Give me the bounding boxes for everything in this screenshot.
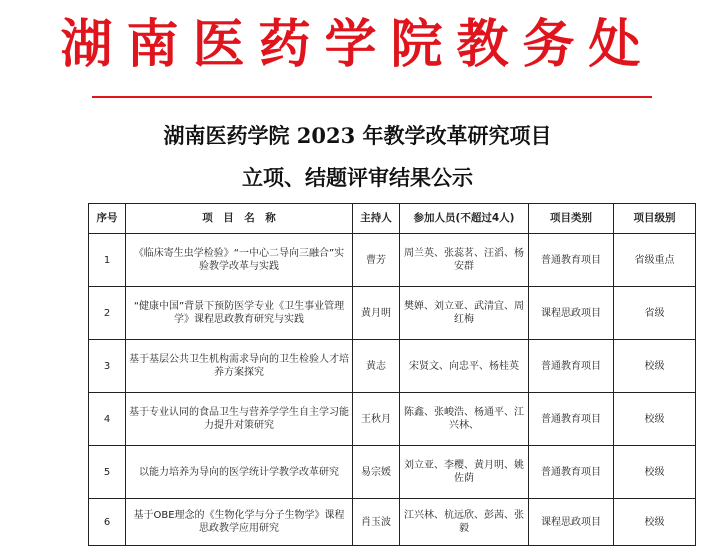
cell-project-name: 《临床寄生虫学检验》“一中心二导向三融合”实验教学改革与实践	[126, 234, 353, 287]
cell-level: 校级	[614, 340, 696, 393]
results-table	[88, 203, 696, 546]
cell-leader: 黄月明	[353, 287, 400, 340]
cell-category: 课程思政项目	[529, 287, 614, 340]
cell-no: 2	[89, 287, 126, 340]
cell-level: 校级	[614, 499, 696, 546]
cell-category: 普通教育项目	[529, 446, 614, 499]
cell-project-name: 以能力培养为导向的医学统计学教学改革研究	[126, 446, 353, 499]
table-header-row	[89, 204, 696, 234]
cell-members: 刘立亚、李樱、黄月明、姚佐荫	[400, 446, 529, 499]
cell-no: 3	[89, 340, 126, 393]
document-title-line1: 湖南医药学院 2023 年教学改革研究项目	[163, 123, 552, 148]
cell-members: 陈鑫、张峻浩、杨通平、江兴林、	[400, 393, 529, 446]
cell-level: 省级重点	[614, 234, 696, 287]
header-no: 序号	[89, 204, 126, 234]
cell-members: 宋贤文、向忠平、杨桂英	[400, 340, 529, 393]
cell-leader: 曹芳	[353, 234, 400, 287]
header-project-name: 项 目 名 称	[126, 204, 353, 234]
cell-level: 校级	[614, 393, 696, 446]
cell-no: 4	[89, 393, 126, 446]
header-leader: 主持人	[353, 204, 400, 234]
table-row	[89, 287, 696, 340]
cell-project-name: “健康中国”背景下预防医学专业《卫生事业管理学》课程思政教育研究与实践	[126, 287, 353, 340]
header-members: 参加人员(不超过4人)	[400, 204, 529, 234]
cell-project-name: 基于OBE理念的《生物化学与分子生物学》课程思政教学应用研究	[126, 499, 353, 546]
cell-level: 校级	[614, 446, 696, 499]
cell-leader: 肖玉波	[353, 499, 400, 546]
table-row	[89, 234, 696, 287]
cell-no: 5	[89, 446, 126, 499]
document-title-line2: 立项、结题评审结果公示	[242, 165, 473, 190]
cell-leader: 王秋月	[353, 393, 400, 446]
cell-level: 省级	[614, 287, 696, 340]
cell-members: 周兰英、张蕊茗、汪滔、杨安群	[400, 234, 529, 287]
cell-members: 樊婵、刘立亚、武清宜、周红梅	[400, 287, 529, 340]
cell-category: 普通教育项目	[529, 340, 614, 393]
table-row	[89, 340, 696, 393]
header-level: 项目级别	[614, 204, 696, 234]
cell-category: 普通教育项目	[529, 393, 614, 446]
cell-no: 1	[89, 234, 126, 287]
table-row	[89, 446, 696, 499]
cell-no: 6	[89, 499, 126, 546]
cell-leader: 易宗媛	[353, 446, 400, 499]
table-row	[89, 393, 696, 446]
cell-leader: 黄志	[353, 340, 400, 393]
header-category: 项目类别	[529, 204, 614, 234]
cell-project-name: 基于基层公共卫生机构需求导向的卫生检验人才培养方案探究	[126, 340, 353, 393]
cell-category: 普通教育项目	[529, 234, 614, 287]
cell-category: 课程思政项目	[529, 499, 614, 546]
cell-members: 江兴林、杭远欣、彭茜、张毅	[400, 499, 529, 546]
letterhead-title: 湖南医药学院教务处	[60, 14, 655, 75]
letterhead-divider	[92, 96, 652, 98]
table-row	[89, 499, 696, 546]
cell-project-name: 基于专业认同的食品卫生与营养学学生自主学习能力提升对策研究	[126, 393, 353, 446]
